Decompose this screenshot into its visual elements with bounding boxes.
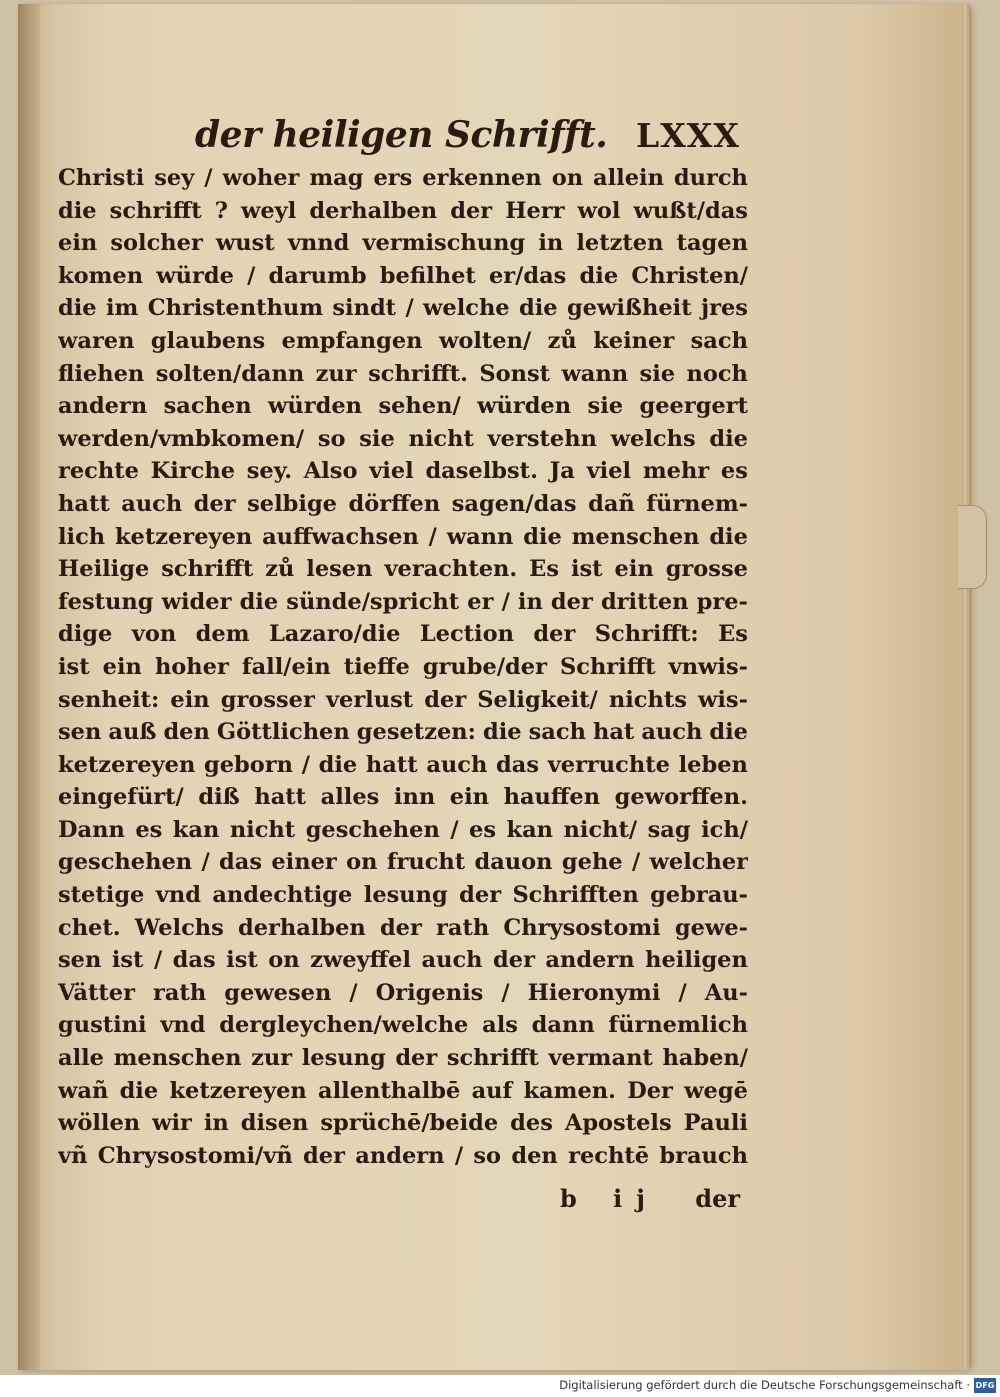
body-text — [58, 162, 748, 1172]
text-line: Christi sey / woher mag ers erkennen on allein durch — [58, 165, 748, 191]
text-line: Dann es kan nicht geschehen / es kan nicht/ sag ich/ — [58, 816, 748, 843]
text-line: wöllen wir in disen sprüchē/beide des Apostels Pauli — [58, 1110, 748, 1137]
text-line: wañ die ketzereyen allenthalbē auf kamen. Der wegē — [58, 1077, 748, 1104]
text-line: Heilige schrifft zů lesen verachten. Es ist ein grosse — [58, 556, 748, 583]
text-line: gustini vnd dergleychen/welche als dann fürnemlich — [58, 1012, 748, 1039]
folio-number: LXXX — [635, 116, 740, 155]
text-line: dige von dem Lazaro/die Lection der Schrifft: Es — [58, 621, 748, 648]
running-title: der heiligen Schrifft. — [195, 114, 608, 156]
text-line: fliehen solten/dann zur schrifft. Sonst wann sie noch — [58, 360, 748, 387]
digitization-credit: Digitalisierung gefördert durch die Deutsche Forschungsgemeinschaft · — [559, 1378, 970, 1392]
text-line: chet. Welchs derhalben der rath Chrysostomi gewe- — [58, 914, 748, 941]
text-line: lich ketzereyen auffwachsen / wann die menschen die — [58, 523, 748, 550]
text-line: sen auß den Göttlichen gesetzen: die sach hat auch die — [58, 719, 748, 746]
text-line: ist ein hoher fall/ein tieffe grube/der Schrifft vnwis- — [58, 653, 748, 680]
page-edge — [964, 4, 970, 1370]
signature-row — [560, 1184, 740, 1216]
text-line: hatt auch der selbige dörffen sagen/das dañ fürnem- — [58, 490, 748, 517]
text-line: andern sachen würden sehen/ würden sie geergert — [58, 393, 748, 420]
text-line: stetige vnd andechtige lesung der Schrifften gebrau- — [58, 882, 748, 909]
footer-bar — [0, 1375, 1000, 1397]
text-line: komen würde / darumb befilhet er/das die Christen/ — [58, 262, 748, 289]
text-line: eingefürt/ diß hatt alles inn ein hauffen geworffen. — [58, 784, 748, 811]
page-tab — [958, 505, 987, 589]
text-line: die schrifft ? weyl derhalben der Herr wol wußt/das — [58, 197, 748, 224]
text-line: werden/vmbkomen/ so sie nicht verstehn welchs die — [58, 425, 748, 452]
text-line: Vätter rath gewesen / Origenis / Hieronymi / Au- — [58, 979, 748, 1006]
page-gutter — [18, 4, 40, 1370]
catchword: der — [695, 1184, 740, 1213]
text-line: festung wider die sünde/spricht er / in der dritten pre- — [58, 588, 748, 615]
text-line: alle menschen zur lesung der schrifft vermant haben/ — [58, 1045, 748, 1072]
text-line: die im Christenthum sindt / welche die gewißheit jres — [58, 295, 748, 322]
text-line: vñ Chrysostomi/vñ der andern / so den rechtē brauch — [58, 1142, 748, 1169]
text-line: ein solcher wust vnnd vermischung in letzten tagen — [58, 230, 748, 257]
text-line: ketzereyen geborn / die hatt auch das verruchte leben — [58, 751, 748, 778]
text-line: geschehen / das einer on frucht dauon gehe / welcher — [58, 849, 748, 876]
text-line: senheit: ein grosser verlust der Seligkeit/ nichts wis- — [58, 686, 748, 713]
text-line: rechte Kirche sey. Also viel daselbst. Ja viel mehr es — [58, 458, 748, 485]
text-line: waren glaubens empfangen wolten/ zů keiner sach — [58, 327, 748, 354]
page-header — [195, 114, 740, 160]
dfg-logo-icon: DFG — [974, 1378, 996, 1393]
text-line: sen ist / das ist on zweyffel auch der andern heiligen — [58, 947, 748, 974]
signature-mark: b ij — [560, 1184, 659, 1213]
